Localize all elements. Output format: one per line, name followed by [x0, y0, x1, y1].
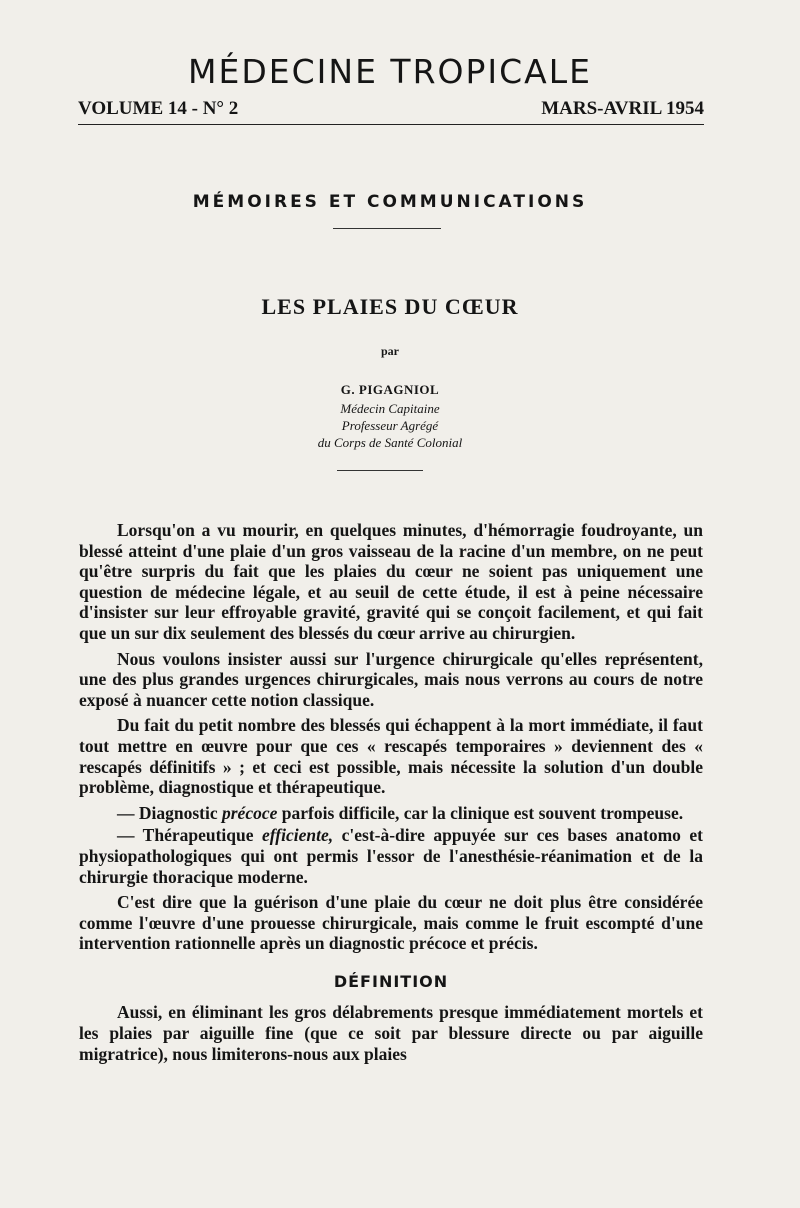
author-affiliation: du Corps de Santé Colonial — [317, 435, 463, 450]
author-name: G. PIGAGNIOL — [340, 382, 440, 397]
issue-date: MARS-AVRIL 1954 — [541, 98, 704, 119]
paragraph: Du fait du petit nombre des blessés qui échappent à la mort immédiate, il faut tout mettre en œuvre pour que ces « rescapés temporaires » deviennent des « rescapés définitifs » ; et ceci est possible, mais nécessite la solution d'un double problème, diagnostique et thérapeutique. — [79, 715, 703, 798]
section-heading: MÉMOIRES ET COMMUNICATIONS — [192, 192, 588, 212]
paragraph — [79, 803, 703, 824]
journal-title: MÉDECINE TROPICALE — [188, 52, 592, 91]
paragraph: Lorsqu'on a vu mourir, en quelques minutes, d'hémorragie foudroyante, un blessé atteint d'une plaie d'un gros vaisseau de la racine d'un membre, on ne peut qu'être surpris du fait que les plaies du cœur ne soient pas uniquement une question de médecine légale, et au seuil de cette étude, il est à peine nécessaire d'insister sur leur effroyable gravité, gravité qui se conçoit facilement, et qui fait que un sur dix seulement des blessés du cœur arrive au chirurgien. — [79, 520, 703, 643]
paragraph-text: c'est-à-dire appuyée sur ces bases anatomo et physiopathologiques qui ont permis l'essor de l'anesthésie-réanimation et de la chirurgie thoracique moderne. — [79, 825, 703, 887]
article-title: LES PLAIES DU CŒUR — [261, 294, 519, 319]
paragraph: Aussi, en éliminant les gros délabrements presque immédiatement mortels et les plaies par aiguille fine (que ce soit par blessure directe ou par aiguille migratrice), nous limiterons-nous aux plaies — [79, 1002, 703, 1064]
paragraph — [79, 825, 703, 887]
issue-line — [78, 98, 704, 125]
article-body — [79, 520, 703, 1069]
paragraph: Nous voulons insister aussi sur l'urgence chirurgicale qu'elles représentent, une des plus grandes urgences chirurgicales, mais nous verrons au cours de notre exposé à nuancer cette notion classique. — [79, 648, 703, 710]
emphasis: précoce — [222, 802, 278, 823]
byline-divider — [337, 470, 423, 471]
author-affiliation: Médecin Capitaine — [340, 401, 440, 416]
paragraph: C'est dire que la guérison d'une plaie du cœur ne doit plus être considérée comme l'œuvre d'une prouesse chirurgicale, mais comme le fruit escompté d'une intervention rationnelle après un diagnostic précoce et précis. — [79, 892, 703, 954]
volume-number: VOLUME 14 - N° 2 — [78, 98, 239, 119]
author-affiliation: Professeur Agrégé — [341, 418, 439, 433]
definition-heading: DÉFINITION — [333, 971, 449, 991]
paragraph-text: — Diagnostic — [117, 802, 222, 823]
byline-par: par — [381, 344, 399, 358]
section-divider — [333, 228, 441, 229]
emphasis: efficiente, — [262, 825, 334, 846]
paragraph-text: — Thérapeutique — [117, 825, 263, 846]
paragraph-text: parfois difficile, car la clinique est souvent trompeuse. — [277, 802, 684, 823]
